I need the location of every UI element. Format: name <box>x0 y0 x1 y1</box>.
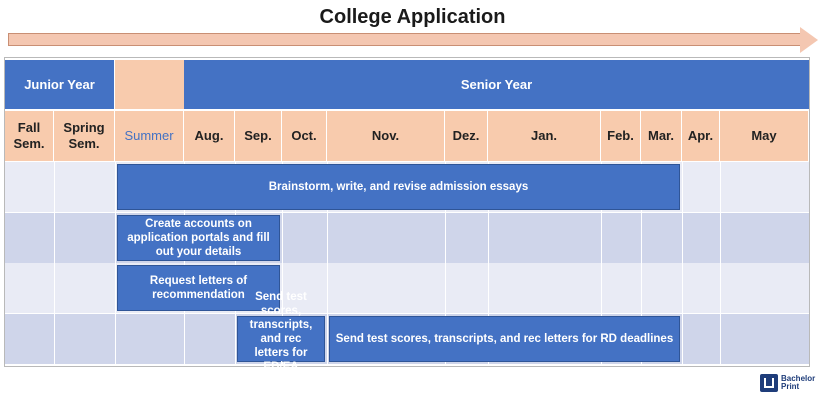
logo-line-2: Print <box>781 382 800 391</box>
month-header-0: Fall Sem. <box>5 111 54 161</box>
month-header-7: Dez. <box>445 111 488 161</box>
page-title: College Application <box>319 6 506 28</box>
grid-column-line <box>115 162 116 364</box>
task-bar-2: Request letters of recommendation <box>117 265 280 311</box>
month-header-5: Oct. <box>282 111 327 161</box>
logo-text <box>781 375 815 391</box>
month-header-4: Sep. <box>235 111 282 161</box>
logo-line-1: Bachelor <box>781 374 816 383</box>
task-bar-4: Send test scores, transcripts, and rec letters for RD deadlines <box>329 316 680 362</box>
timeline-arrow-shaft <box>8 33 800 46</box>
month-header-9: Feb. <box>601 111 641 161</box>
grid-column-line <box>682 162 683 364</box>
month-header-10: Mar. <box>641 111 682 161</box>
month-header-6: Nov. <box>327 111 445 161</box>
senior-year-header: Senior Year <box>184 60 809 109</box>
month-header-12: May <box>720 111 809 161</box>
grid-column-line <box>720 162 721 364</box>
task-bar-0: Brainstorm, write, and revise admission essays <box>117 164 680 210</box>
grid-column-line <box>54 162 55 364</box>
task-bar-3: transcripts, and rec letters for ED/EA deadlines <box>237 316 325 362</box>
month-header-2: Summer <box>115 111 184 161</box>
junior-year-header: Junior Year <box>5 60 114 109</box>
month-header-11: Apr. <box>682 111 720 161</box>
book-icon <box>760 374 778 392</box>
month-header-1: Spring Sem. <box>54 111 115 161</box>
month-header-3: Aug. <box>184 111 235 161</box>
bachelorprint-logo <box>760 374 815 392</box>
summer-header-gap <box>115 60 184 109</box>
task-bar-1: Create accounts on application portals and fill out your details <box>117 215 280 261</box>
month-header-8: Jan. <box>488 111 601 161</box>
timeline-arrow-head <box>800 27 818 53</box>
